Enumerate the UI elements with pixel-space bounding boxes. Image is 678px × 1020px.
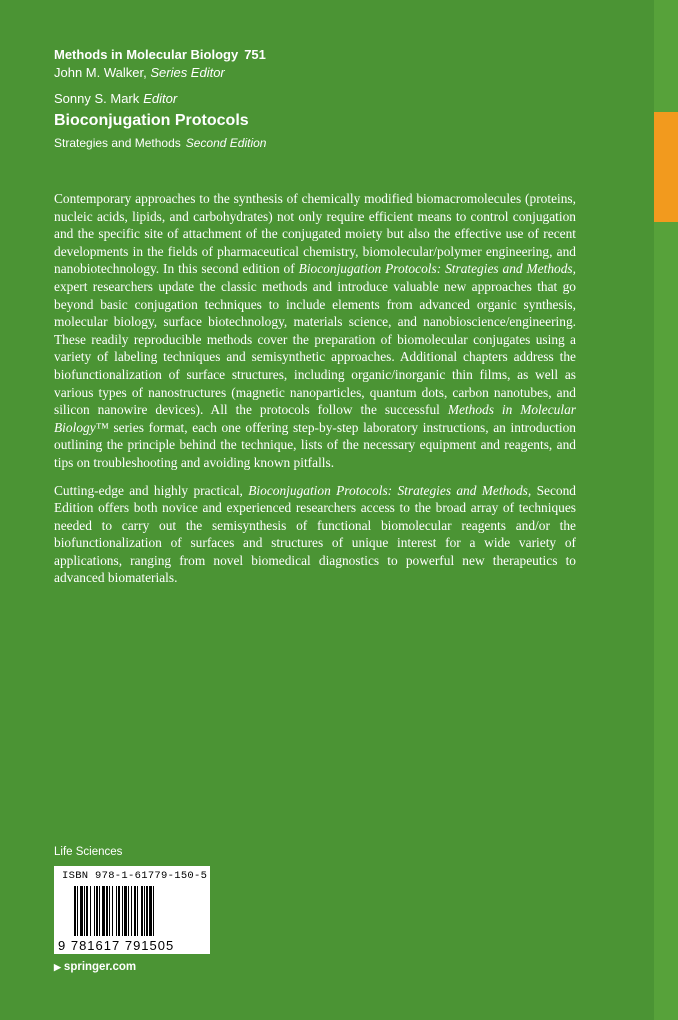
series-editor-name: John M. Walker, [54, 65, 147, 80]
p2-italic: Bioconjugation Protocols: Strategies and Methods, [248, 482, 532, 498]
p1-text-c: series format, each one offering step-by-step laboratory instructions, an introduction outlining the principle behind the technique, lists of the necessary equipment and reagents, and tips on troubleshooting and avoiding known pitfalls. [54, 419, 576, 470]
barcode-bar [86, 886, 88, 936]
author-name: Sonny S. Mark [54, 91, 140, 106]
barcode-bar [84, 886, 85, 936]
barcode-bar [102, 886, 105, 936]
book-title: Bioconjugation Protocols [54, 112, 249, 129]
barcode-bar [137, 886, 138, 936]
category-label: Life Sciences [54, 846, 123, 858]
barcode [54, 866, 210, 954]
barcode-bar [153, 886, 154, 936]
p2-text-a: Cutting-edge and highly practical, [54, 482, 243, 498]
barcode-digits: 9 781617 791505 [58, 938, 175, 953]
book-subtitle-line [54, 134, 614, 152]
barcode-bar [106, 886, 108, 936]
barcode-bar [128, 886, 129, 936]
series-editor-line [54, 64, 614, 82]
barcode-bar [77, 886, 78, 936]
description [54, 190, 576, 597]
description-paragraph-1 [54, 190, 576, 472]
barcode-bar [141, 886, 143, 936]
barcode-bar [149, 886, 152, 936]
barcode-bar [144, 886, 145, 936]
author-role: Editor [143, 91, 178, 106]
publisher-link[interactable] [54, 961, 136, 973]
series-line [54, 46, 614, 64]
p1-italic-a: Bioconjugation Protocols: Strategies and Methods, [298, 261, 576, 277]
barcode-bar [134, 886, 136, 936]
barcode-bar [94, 886, 95, 936]
barcode-bars [74, 886, 194, 936]
series-name: Methods in Molecular Biology [54, 47, 239, 62]
barcode-bar [90, 886, 91, 936]
barcode-bar [118, 886, 120, 936]
barcode-bar [146, 886, 148, 936]
header [54, 46, 614, 152]
barcode-bar [122, 886, 123, 936]
series-number: 751 [244, 47, 266, 62]
accent-stripe [654, 112, 678, 222]
barcode-bar [109, 886, 110, 936]
barcode-bar [131, 886, 132, 936]
series-editor-role: Series Editor [150, 65, 225, 80]
barcode-bar [116, 886, 117, 936]
book-edition: Second Edition [185, 136, 267, 150]
barcode-bar [99, 886, 100, 936]
publisher-url: springer.com [63, 961, 137, 973]
triangle-right-icon: ▶ [54, 962, 61, 972]
barcode-bar [112, 886, 113, 936]
description-paragraph-2 [54, 482, 576, 588]
barcode-bar [80, 886, 83, 936]
p1-text-b: expert researchers update the classic methods and introduce valuable new approaches that go beyond basic conjugation techniques to include elements from advanced organic synthesis, molecular biology, surface biotechnology, materials science, and nanobioscience/engineering. These readily reproducible methods cover the preparation of biomolecular conjugates using a variety of labeling techniques and semisynthetic approaches. Additional chapters address the biofunctionalization of surface structures, including organic/inorganic thin films, as well as various types of nanostructures (magnetic nanoparticles, quantum dots, carbon nanotubes, and silicon nanowire devices). All the protocols follow the successful [54, 278, 576, 418]
barcode-bar [124, 886, 127, 936]
p1-italic-b: Methods in Molecular Biology™ [54, 402, 576, 435]
p1-text-a: Contemporary approaches to the synthesis of chemically modified biomacromolecules (proteins, nucleic acids, lipids, and carbohydrates) not only require efficient means to control conjugation and the specific site of attachment of the conjugated moiety but also the effective use of recent developments in the fields of pharmaceutical chemistry, biomolecular/polymer engineering, and nanobiotechnology. In this second edition of [54, 191, 576, 277]
isbn-label: ISBN 978-1-61779-150-5 [62, 870, 208, 882]
barcode-bar [96, 886, 98, 936]
author-line [54, 90, 614, 108]
p2-text-b: Second Edition offers both novice and experienced researchers access to the broad array of techniques needed to carry out the semisynthesis of functional biomolecular reagents and/or the biofunctionalization of surfaces and structures of unique interest for a wide variety of applications, ranging from novel biomedical diagnostics to powerful new therapeutics to advanced biomaterials. [54, 482, 576, 586]
barcode-bar [74, 886, 76, 936]
book-subtitle: Strategies and Methods [54, 136, 181, 150]
